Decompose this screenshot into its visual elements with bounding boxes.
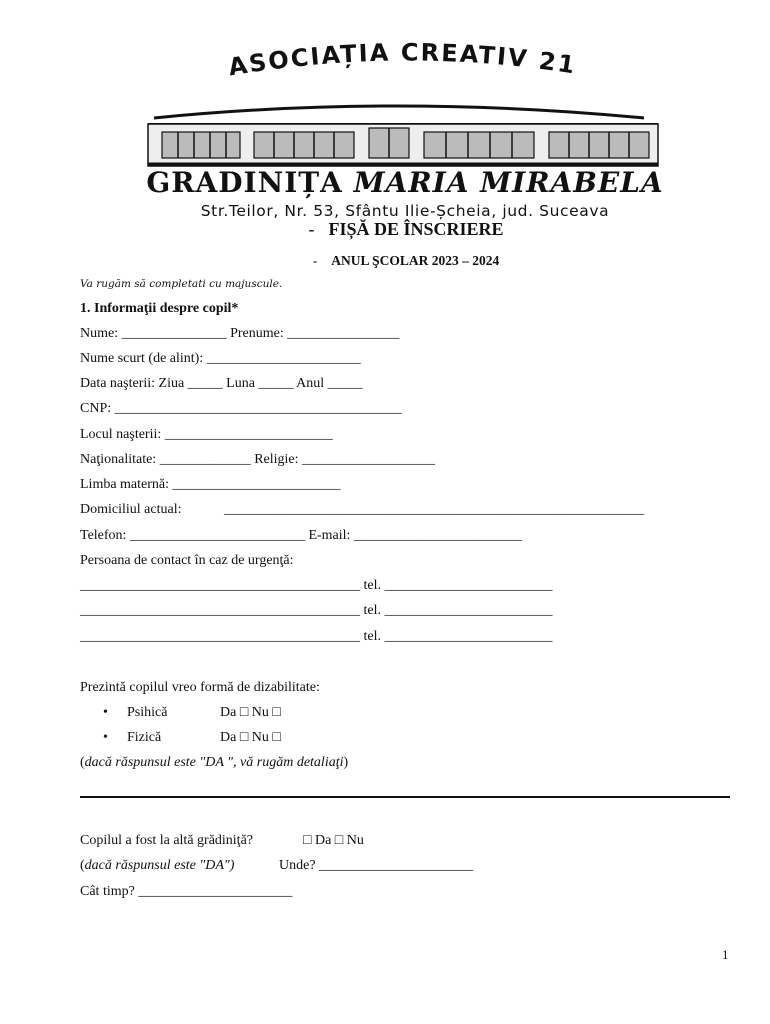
- contact-label: Persoana de contact în caz de urgenţă:: [80, 553, 294, 568]
- field-cat-timp[interactable]: Cât timp? ______________________: [80, 884, 293, 899]
- dizabilitate-item-psihica: [103, 705, 281, 721]
- dizabilitate-label: Psihică: [127, 705, 168, 720]
- alta-gradinita-question: Copilul a fost la altă grădiniţă?: [80, 833, 254, 848]
- detaliati-note: (dacă răspunsul este "DA ", vă rugăm detaliaţi): [80, 755, 349, 770]
- field-limba-materna[interactable]: Limba maternă: ________________________: [80, 477, 341, 492]
- association-name: ASOCIAȚIA CREATIV 21: [226, 42, 579, 82]
- page-number: 1: [722, 947, 729, 962]
- section-child-info-heading: 1. Informaţii despre copil*: [80, 301, 239, 316]
- field-data-nasterii[interactable]: Data naşterii: Ziua _____ Luna _____ Anul _____: [80, 376, 363, 391]
- field-unde[interactable]: Unde? ______________________: [279, 858, 474, 873]
- answer-divider-line[interactable]: [80, 796, 730, 798]
- dizabilitate-checkboxes[interactable]: Da □ Nu □: [220, 730, 281, 745]
- field-domiciliu-line[interactable]: ____________________________________________________________: [224, 502, 644, 517]
- field-domiciliu-label: Domiciliul actual:: [80, 502, 182, 517]
- dizabilitate-checkboxes[interactable]: Da □ Nu □: [220, 705, 281, 720]
- svg-text:ASOCIAȚIA CREATIV 21: [226, 42, 578, 81]
- form-title: - FIȘĂ DE ÎNSCRIERE: [308, 219, 504, 239]
- instruction-note: Va rugăm să completati cu majuscule.: [80, 278, 283, 290]
- bullet-icon: •: [103, 730, 108, 745]
- field-nume-scurt[interactable]: Nume scurt (de alint): ______________________: [80, 351, 361, 366]
- dizabilitate-question: Prezintă copilul vreo formă de dizabilitate:: [80, 680, 320, 695]
- field-nationalitate-religie[interactable]: Naţionalitate: _____________ Religie: ___________________: [80, 452, 436, 467]
- school-year: - ANUL ŞCOLAR 2023 – 2024: [312, 253, 500, 268]
- kindergarten-address: Str.Teilor, Nr. 53, Sfântu Ilie-Șcheia, jud. Suceava: [200, 202, 610, 220]
- contact-line-3[interactable]: ________________________________________ tel. ________________________: [80, 629, 553, 644]
- field-locul-nasterii[interactable]: Locul naşterii: ________________________: [80, 427, 333, 442]
- field-cnp[interactable]: CNP: _________________________________________: [80, 401, 402, 416]
- field-telefon-email[interactable]: Telefon: _________________________ E-mail: ________________________: [80, 528, 522, 543]
- daca-da-note: (dacă răspunsul este "DA"): [80, 858, 235, 873]
- association-name-arc: [100, 42, 710, 102]
- header-logo: [100, 42, 710, 220]
- kindergarten-title: GRADINIȚA MARIA MIRABELA: [146, 166, 664, 199]
- field-nume-prenume[interactable]: Nume: _______________ Prenume: ________________: [80, 326, 400, 341]
- contact-line-2[interactable]: ________________________________________ tel. ________________________: [80, 603, 553, 618]
- dizabilitate-item-fizica: [103, 730, 281, 746]
- contact-line-1[interactable]: ________________________________________ tel. ________________________: [80, 578, 553, 593]
- bullet-icon: •: [103, 705, 108, 720]
- dizabilitate-label: Fizică: [127, 730, 162, 745]
- building-illustration: [144, 98, 664, 168]
- alta-gradinita-checkboxes[interactable]: □ Da □ Nu: [303, 833, 364, 848]
